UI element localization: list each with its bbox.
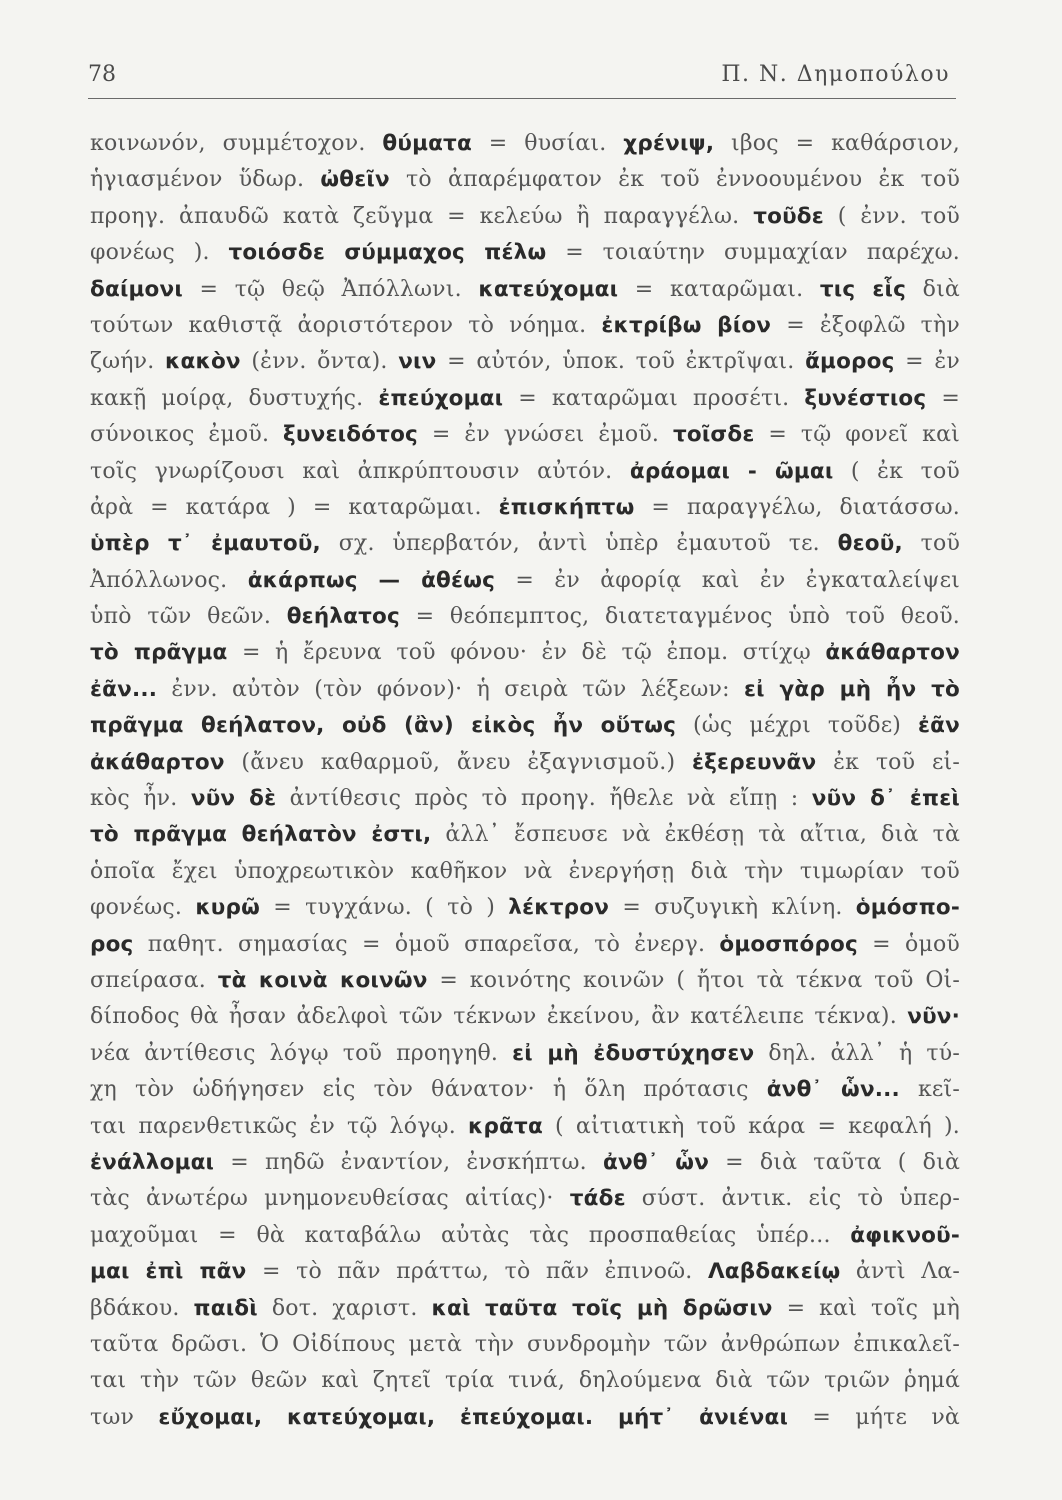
gloss-text: = μήτε νὰ xyxy=(788,1404,960,1430)
header-rule xyxy=(88,98,956,99)
commentary-text xyxy=(90,126,960,1436)
gloss-text: τοῦ xyxy=(902,531,961,557)
gloss-text: (ἄνευ καθαρμοῦ, ἄνευ ἐξαγνισμοῦ.) xyxy=(224,749,692,775)
text-line xyxy=(90,1072,960,1108)
gloss-text: = τῷ φονεῖ καὶ xyxy=(754,422,960,448)
gloss-text: των xyxy=(90,1404,159,1430)
headword: παιδὶ xyxy=(193,1295,258,1321)
headword: ἀφικνοῦ- xyxy=(850,1222,960,1248)
headword: ἐᾶν... xyxy=(90,676,158,702)
gloss-text: φονέως. xyxy=(90,895,196,921)
headword: εὔχομαι, κατεύχομαι, ἐπεύχομαι. μήτ᾽ ἀνιέναι xyxy=(158,1404,789,1430)
gloss-text: τὸ ἀπαρέμφατον ἐκ τοῦ ἐννοουμένου ἐκ τοῦ xyxy=(389,167,961,193)
gloss-text: = θυσίαι. xyxy=(471,131,624,156)
text-line xyxy=(90,126,960,162)
headword: ἀράομαι - ῶμαι xyxy=(629,458,834,484)
gloss-text: κακῇ μοίρᾳ, δυστυχής. xyxy=(90,385,379,411)
page-header xyxy=(88,58,954,98)
headword: τάδε xyxy=(569,1186,626,1212)
text-line xyxy=(90,454,960,490)
headword: ἀκάθαρτον xyxy=(825,640,960,666)
headword: ἄμορος xyxy=(805,349,895,375)
gloss-text: ται παρενθετικῶς ἐν τῷ λόγῳ. xyxy=(90,1113,468,1139)
text-line xyxy=(90,745,960,781)
headword: ξυνειδότος xyxy=(283,422,418,448)
headword: ἀνθ᾽ ὧν... xyxy=(766,1077,900,1103)
text-line xyxy=(90,599,960,635)
gloss-text: προηγ. ἀπαυδῶ κατὰ ζεῦγμα = κελεύω ἢ παραγγέλω. xyxy=(90,203,754,229)
headword: ἐπισκήπτω xyxy=(498,494,635,520)
gloss-text: = καταρῶμαι προσέτι. xyxy=(503,385,805,411)
headword: λέκτρον xyxy=(508,895,610,921)
text-line xyxy=(90,1145,960,1181)
gloss-text: = τῷ θεῷ Ἀπόλλωνι. xyxy=(182,276,479,302)
headword: κατεύχομαι xyxy=(478,276,619,302)
text-line xyxy=(90,708,960,744)
headword: εἰ γὰρ μὴ ἦν τὸ xyxy=(744,676,960,702)
text-line xyxy=(90,1109,960,1145)
gloss-text: κεῖ- xyxy=(899,1077,960,1103)
headword: ἀκάρπως — ἀθέως xyxy=(247,567,496,593)
headword: θεήλατος xyxy=(286,604,400,630)
headword: τὸ πρᾶγμα xyxy=(90,640,228,666)
gloss-text: ( αἰτιατικὴ τοῦ κάρα = κεφαλή ). xyxy=(542,1113,960,1139)
text-line xyxy=(90,563,960,599)
text-line xyxy=(90,1218,960,1254)
gloss-text: ταῦτα δρῶσι. Ὁ Οἰδίπους μετὰ τὴν συνδρομὴν τῶν ἀνθρώπων ἐπικαλεῖ- xyxy=(90,1331,960,1357)
gloss-text: δηλ. ἀλλ᾽ ἡ τύ- xyxy=(754,1040,960,1066)
text-line xyxy=(90,162,960,198)
gloss-text: = καταρῶμαι. xyxy=(618,276,820,302)
gloss-text: ἀντὶ Λα- xyxy=(840,1259,960,1285)
text-line xyxy=(90,526,960,562)
gloss-text: ται τὴν τῶν θεῶν καὶ ζητεῖ τρία τινά, δηλούμενα διὰ τῶν τριῶν ῥημά xyxy=(90,1368,960,1394)
gloss-text: ἀρὰ = κατάρα ) = καταρῶμαι. xyxy=(90,494,499,520)
text-line xyxy=(90,235,960,271)
gloss-text: (ἐνν. ὄντα). xyxy=(240,349,399,375)
gloss-text: κὸς ἦν. xyxy=(90,786,191,812)
text-line xyxy=(90,781,960,817)
headword: ἀνθ᾽ ὧν xyxy=(602,1149,710,1175)
gloss-text: = ἐν xyxy=(894,349,960,375)
text-line xyxy=(90,490,960,526)
gloss-text: ζωήν. xyxy=(90,349,166,375)
gloss-text: = συζυγικὴ κλίνη. xyxy=(609,895,856,921)
text-line xyxy=(90,381,960,417)
gloss-text: = ἡ ἔρευνα τοῦ φόνου· ἐν δὲ τῷ ἐπομ. στίχῳ xyxy=(227,640,826,666)
gloss-text: τούτων καθιστᾷ ἀοριστότερον τὸ νόημα. xyxy=(90,312,602,338)
gloss-text: = αὐτόν, ὑποκ. τοῦ ἐκτρῖψαι. xyxy=(436,349,806,375)
gloss-text: = ὁμοῦ xyxy=(857,931,961,957)
text-line xyxy=(90,1036,960,1072)
gloss-text: = κοινότης κοινῶν ( ἤτοι τὰ τέκνα τοῦ Οἰ- xyxy=(427,967,961,993)
gloss-text: ( ἐκ τοῦ xyxy=(833,458,960,484)
text-line xyxy=(90,890,960,926)
headword: ἐξερευνᾶν xyxy=(691,749,817,775)
gloss-text: δίποδος θὰ ἦσαν ἀδελφοὶ τῶν τέκνων ἐκείνου, ἂν κατέλειπε τέκνα). xyxy=(90,1004,908,1030)
gloss-text: ἡγιασμένον ὕδωρ. xyxy=(90,167,321,193)
gloss-text: δοτ. χαριστ. xyxy=(257,1295,432,1321)
headword: χρένιψ, xyxy=(623,131,715,156)
text-line xyxy=(90,1363,960,1399)
headword: τοιόσδε σύμμαχος πέλω xyxy=(228,240,547,266)
gloss-text: = ἐξοφλῶ τὴν xyxy=(771,312,960,338)
gloss-text: φονέως ). xyxy=(90,240,229,266)
gloss-text: = xyxy=(926,385,960,411)
headword: δαίμονι xyxy=(90,276,183,302)
gloss-text: = θεόπεμπτος, διατεταγμένος ὑπὸ τοῦ θεοῦ. xyxy=(399,604,960,630)
headword: τοῦδε xyxy=(753,203,824,229)
gloss-text: σύστ. ἀντικ. εἰς τὸ ὑπερ- xyxy=(625,1186,961,1212)
gloss-text: = ἐν γνώσει ἐμοῦ. xyxy=(418,422,673,448)
gloss-text: τοῖς γνωρίζουσι καὶ ἀπκρύπτουσιν αὐτόν. xyxy=(90,458,630,484)
headword: ξυνέστιος xyxy=(804,385,927,411)
gloss-text: = καὶ τοῖς μὴ xyxy=(772,1295,960,1321)
headword: θεοῦ, xyxy=(837,531,903,557)
gloss-text: σύνοικος ἐμοῦ. xyxy=(90,422,283,448)
gloss-text: Ἀπόλλωνος. xyxy=(90,567,248,593)
gloss-text: ιβος = καθάρσιον, xyxy=(714,131,960,156)
headword: τὸ πρᾶγμα θεήλατὸν ἐστι, xyxy=(90,822,432,848)
gloss-text: = τὸ πᾶν πράττω, τὸ πᾶν ἐπινοῶ. xyxy=(246,1259,708,1285)
headword: ἐνάλλομαι xyxy=(90,1149,215,1175)
headword: νῦν δ᾽ ἐπεὶ xyxy=(811,786,961,812)
headword: κρᾶτα xyxy=(467,1113,543,1139)
gloss-text: = παραγγέλω, διατάσσω. xyxy=(634,494,960,520)
text-line xyxy=(90,1327,960,1363)
headword: ὑπὲρ τ᾽ ἐμαυτοῦ, xyxy=(90,531,321,557)
text-line xyxy=(90,1181,960,1217)
gloss-text: τὰς ἀνωτέρω μνημονευθείσας αἰτίας)· xyxy=(90,1186,570,1212)
headword: ὁμόσπο- xyxy=(855,895,960,921)
text-line xyxy=(90,963,960,999)
gloss-text: χη τὸν ὡδήγησεν εἰς τὸν θάνατον· ἡ ὅλη πρότασις xyxy=(90,1077,767,1103)
headword: νῦν δὲ xyxy=(190,786,277,812)
gloss-text: ἀλλ᾽ ἔσπευσε νὰ ἐκθέσῃ τὰ αἴτια, διὰ τὰ xyxy=(431,822,960,848)
text-line xyxy=(90,999,960,1035)
headword: τὰ κοινὰ κοινῶν xyxy=(217,967,428,993)
headword: ἀκάθαρτον xyxy=(90,749,225,775)
gloss-text: = τοιαύτην συμμαχίαν παρέχω. xyxy=(546,240,961,266)
headword: ἐᾶν xyxy=(918,713,960,739)
gloss-text: (ὡς μέχρι τοῦδε) xyxy=(676,713,919,739)
gloss-text: βδάκου. xyxy=(90,1295,194,1321)
text-line xyxy=(90,854,960,890)
gloss-text: ἐνν. αὐτὸν (τὸν φόνον)· ἡ σειρὰ τῶν λέξεων: xyxy=(157,676,744,702)
gloss-text: ὑπὸ τῶν θεῶν. xyxy=(90,604,287,630)
gloss-text: νέα ἀντίθεσις λόγῳ τοῦ προηγηθ. xyxy=(90,1040,513,1066)
text-line xyxy=(90,1400,960,1436)
gloss-text: ἐκ τοῦ εἰ- xyxy=(816,749,961,775)
headword: κακὸν xyxy=(165,349,241,375)
text-line xyxy=(90,1291,960,1327)
text-line xyxy=(90,344,960,380)
headword: τις εἷς xyxy=(819,276,907,302)
text-line xyxy=(90,199,960,235)
headword: νιν xyxy=(398,349,437,375)
gloss-text: = τυγχάνω. ( τὸ ) xyxy=(260,895,509,921)
gloss-text: ( ἐνν. τοῦ xyxy=(823,203,960,229)
headword: ὁμοσπόρος xyxy=(719,931,858,957)
headword: τοῖσδε xyxy=(672,422,755,448)
gloss-text: σχ. ὑπερβατόν, ἀντὶ ὑπὲρ ἐμαυτοῦ τε. xyxy=(320,531,838,557)
headword: καὶ ταῦτα τοῖς μὴ δρῶσιν xyxy=(431,1295,773,1321)
page-number: 78 xyxy=(88,62,116,87)
gloss-text: ἀντίθεσις πρὸς τὸ προηγ. ἤθελε νὰ εἴπῃ : xyxy=(276,786,812,812)
text-line xyxy=(90,417,960,453)
gloss-text: κοινωνόν, συμμέτοχον. xyxy=(90,131,383,156)
headword: θύματα xyxy=(382,131,472,156)
gloss-text: = ἐν ἀφορίᾳ καὶ ἐν ἐγκαταλείψει xyxy=(495,567,961,593)
headword: ὠθεῖν xyxy=(320,167,390,193)
headword: Λαβδακείῳ xyxy=(707,1259,841,1285)
gloss-text: = πηδῶ ἐναντίον, ἐνσκήπτω. xyxy=(214,1149,603,1175)
headword: πρᾶγμα θεήλατον, οὐδ (ἂν) εἰκὸς ἦν οὕτως xyxy=(90,713,677,739)
headword: νῦν· xyxy=(907,1004,960,1030)
text-line xyxy=(90,635,960,671)
headword: ρος xyxy=(90,931,134,957)
gloss-text: = διὰ ταῦτα ( διὰ xyxy=(709,1149,961,1175)
headword: ἐκτρίβω βίον xyxy=(601,312,772,338)
headword: ἐπεύχομαι xyxy=(378,385,504,411)
headword: κυρῶ xyxy=(195,895,260,921)
running-head: Π. Ν. Δημοπούλου xyxy=(721,62,950,87)
headword: εἰ μὴ ἐδυστύχησεν xyxy=(512,1040,755,1066)
text-line xyxy=(90,308,960,344)
text-line xyxy=(90,272,960,308)
gloss-text: ὁποῖα ἔχει ὑποχρεωτικὸν καθῆκον νὰ ἐνεργήσῃ διὰ τὴν τιμωρίαν τοῦ xyxy=(90,858,960,884)
gloss-text: μαχοῦμαι = θὰ καταβάλω αὐτὰς τὰς προσπαθείας ὑπέρ... xyxy=(90,1222,851,1248)
headword: μαι ἐπὶ πᾶν xyxy=(90,1259,247,1285)
gloss-text: σπείρασα. xyxy=(90,967,218,993)
gloss-text: παθητ. σημασίας = ὁμοῦ σπαρεῖσα, τὸ ἐνεργ. xyxy=(133,931,720,957)
text-line xyxy=(90,927,960,963)
gloss-text: διὰ xyxy=(906,276,960,302)
text-line xyxy=(90,672,960,708)
text-line xyxy=(90,1254,960,1290)
text-line xyxy=(90,817,960,853)
